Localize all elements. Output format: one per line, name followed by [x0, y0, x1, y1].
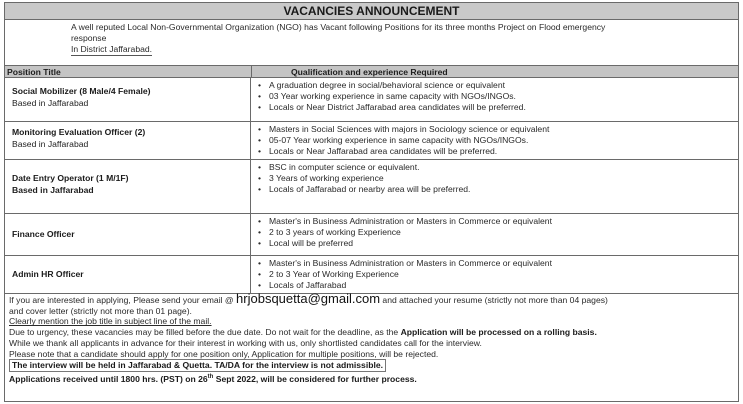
requirements-list — [257, 80, 526, 112]
requirements-list — [257, 124, 549, 156]
list-item: • Locals of Jaffarabad or nearby area will be preferred. — [257, 184, 470, 195]
list-item: • A graduation degree in social/behavioral science or equivalent — [257, 80, 526, 91]
table-row — [5, 214, 738, 256]
contact-email[interactable]: hrjobsquetta@gmail.com — [236, 291, 381, 306]
list-item: • Masters in Social Sciences with majors in Sociology science or equivalent — [257, 124, 549, 135]
column-header-position: Position Title — [7, 67, 61, 77]
urgency-text: Due to urgency, these vacancies may be filled before the due date. Do not wait for the deadline, as the — [9, 327, 401, 338]
list-item: • 03 Year working experience in same capacity with NGOs/INGOs. — [257, 91, 526, 102]
requirements-list — [257, 162, 470, 194]
table-row — [5, 256, 738, 294]
apply-text-end: and attached your resume (strictly not more than 04 pages) — [380, 295, 608, 305]
list-item: • Local will be preferred — [257, 238, 552, 249]
position-title: Finance Officer — [12, 229, 75, 239]
list-item: • 05-07 Year working experience in same capacity with NGOs/INGOs. — [257, 135, 549, 146]
vacancy-table — [5, 78, 738, 294]
single-position-note: Please note that a candidate should apply for one position only, Application for multiple positions, will be rejected. — [9, 348, 439, 359]
list-item: • Locals of Jaffarabad — [257, 280, 552, 291]
requirements-list — [257, 216, 552, 248]
list-item: • Locals or Near Jaffarabad area candidates will be preferred. — [257, 146, 549, 157]
intro-location: In District Jaffarabad. — [71, 44, 153, 54]
thanks-line: While we thank all applicants in advance for their interest in working with us, only shortlisted candidates call for the interview. — [9, 337, 482, 348]
intro-line-1: A well reputed Local Non-Governmental Organization (NGO) has Vacant following Positions for its three months Project on Flood emergency — [71, 22, 606, 32]
urgency-line — [9, 327, 738, 338]
position-title: Monitoring Evaluation Officer (2) — [12, 127, 146, 137]
position-cell — [5, 214, 251, 255]
list-item: • Master's in Business Administration or Masters in Commerce or equivalent — [257, 258, 552, 269]
position-title: Date Entry Operator (1 M/1F) — [12, 173, 129, 183]
list-item: • 2 to 3 years of working Experience — [257, 227, 552, 238]
list-item: • 3 Years of working experience — [257, 173, 470, 184]
table-row — [5, 122, 738, 160]
apply-line — [9, 291, 738, 306]
deadline-line — [9, 372, 738, 385]
table-row — [5, 78, 738, 122]
position-location: Based in Jaffarabad — [12, 98, 89, 108]
interview-note: The interview will be held in Jaffarabad & Quetta. TA/DA for the interview is not admissible. — [9, 359, 386, 372]
position-location: Based in Jaffarabad — [12, 139, 89, 149]
list-item: • Locals or Near District Jaffarabad area candidates will be preferred. — [257, 102, 526, 113]
application-instructions — [5, 291, 738, 384]
position-cell — [5, 122, 251, 159]
position-cell — [5, 78, 251, 121]
list-item: • 2 to 3 Year of Working Experience — [257, 269, 552, 280]
position-title: Social Mobilizer (8 Male/4 Female) — [12, 86, 151, 96]
deadline-text-end: Sept 2022, will be considered for further process. — [213, 373, 417, 384]
table-row — [5, 160, 738, 214]
table-header — [5, 65, 738, 78]
deadline-sup: th — [207, 373, 214, 380]
intro-paragraph — [71, 22, 671, 56]
apply-text: If you are interested in applying, Please send your email @ — [9, 295, 237, 305]
position-location: Based in Jaffarabad — [12, 185, 94, 195]
list-item: • BSC in computer science or equivalent. — [257, 162, 470, 173]
column-header-qualification: Qualification and experience Required — [291, 67, 448, 77]
requirements-list — [257, 258, 552, 290]
apply-line-2: and cover letter (strictly not more than 01 page). — [9, 305, 192, 316]
vacancy-advertisement — [4, 2, 739, 402]
position-cell — [5, 256, 251, 293]
column-divider — [251, 66, 252, 77]
page-title: VACANCIES ANNOUNCEMENT — [5, 3, 738, 20]
subject-note: Clearly mention the job title in subject line of the mail. — [9, 316, 212, 327]
intro-line-2: response — [71, 33, 107, 43]
position-title: Admin HR Officer — [12, 269, 84, 279]
deadline-text: Applications received until 1800 hrs. (PST) on 26 — [9, 373, 208, 384]
position-cell — [5, 160, 251, 213]
list-item: • Master's in Business Administration or Masters in Commerce or equivalent — [257, 216, 552, 227]
rolling-basis-note: Application will be processed on a rolling basis. — [400, 327, 597, 338]
